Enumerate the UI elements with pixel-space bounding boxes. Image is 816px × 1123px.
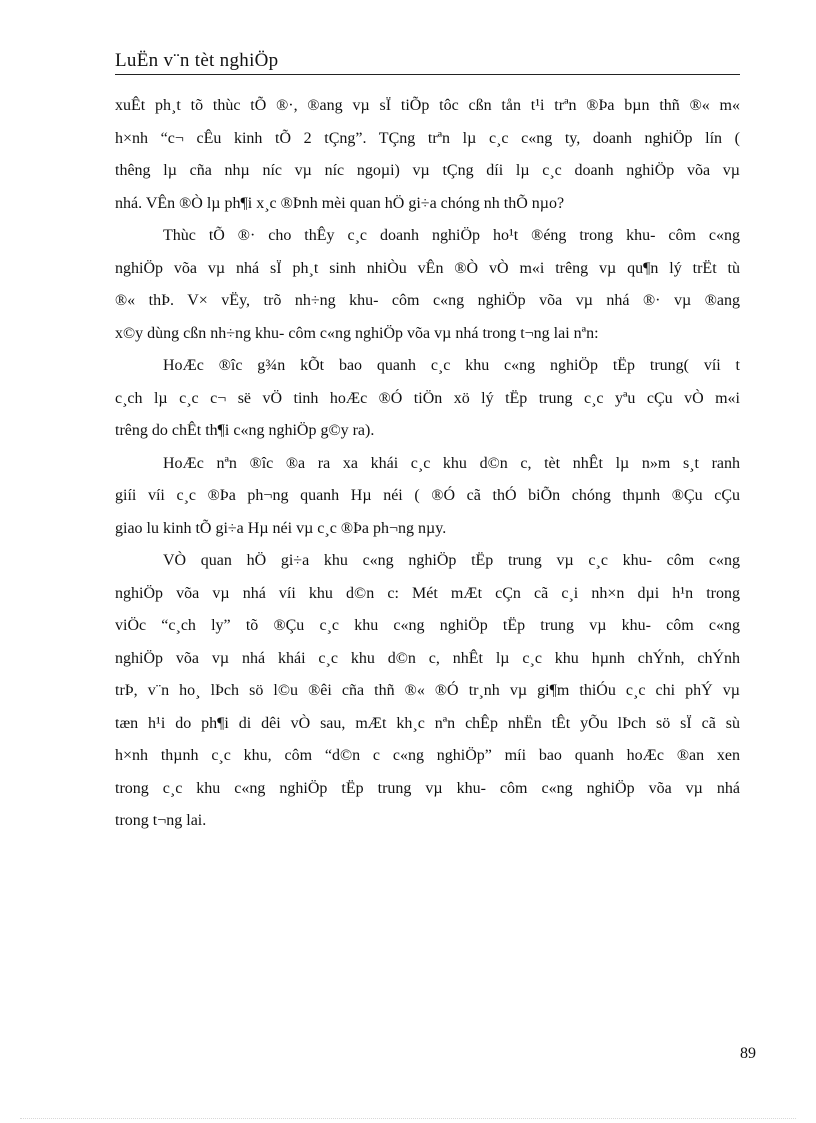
text-line: nghiÖp võa vµ nhá víi khu d©n c: Mét mÆt cÇn cã c¸i nh×n dµi h¹n trong	[115, 584, 740, 602]
text-line: trÞ, v¨n ho¸ lÞch sö l©u ®êi cña thñ ®« ®Ó tr¸nh vµ gi¶m thiÓu c¸c chi phÝ vµ	[115, 682, 740, 699]
paragraph	[115, 545, 740, 838]
footer-dotted-rule	[20, 1118, 796, 1119]
text-line: nghiÖp võa vµ nhá khái c¸c khu d©n c, nhÊt lµ c¸c khu hµnh chÝnh, chÝnh	[115, 649, 740, 667]
text-line: c¸ch lµ c¸c c¬ së vÖ tinh hoÆc ®Ó tiÖn xö lý tËp trung c¸c yªu cÇu vÒ m«i	[115, 389, 740, 407]
text-line: HoÆc ®îc g¾n kÕt bao quanh c¸c khu c«ng nghiÖp tËp trung( víi t	[163, 357, 740, 374]
paragraph	[115, 220, 740, 350]
text-line: giao lu kinh tÕ gi÷a Hµ néi vµ c¸c ®Þa ph¬ng nµy.	[115, 519, 447, 537]
text-line: nhá. VÊn ®Ò lµ ph¶i x¸c ®Þnh mèi quan hÖ gi÷a chóng nh thÕ nµo?	[115, 194, 565, 212]
text-line: x©y dùng cßn nh÷ng khu- côm c«ng nghiÖp võa vµ nhá trong t¬ng lai nªn:	[115, 324, 599, 342]
paragraph	[115, 448, 740, 546]
text-line: xuÊt ph¸t tõ thùc tÕ ®·, ®ang vµ sÏ tiÕp tôc cßn tån t¹i trªn ®Þa bµn thñ ®« m«	[115, 97, 740, 114]
paragraph	[115, 350, 740, 448]
text-line: VÒ quan hÖ gi÷a khu c«ng nghiÖp tËp trung vµ c¸c khu- côm c«ng	[163, 552, 740, 569]
paragraph	[115, 90, 740, 220]
text-line: Thùc tÕ ®· cho thÊy c¸c doanh nghiÖp ho¹t ®éng trong khu- côm c«ng	[163, 227, 740, 244]
header-title: LuËn v¨n tèt nghiÖp	[115, 50, 279, 71]
document-body	[115, 90, 740, 838]
page-number: 89	[740, 1045, 756, 1062]
text-line: trêng do chÊt th¶i c«ng nghiÖp g©y ra).	[115, 422, 375, 439]
text-line: trong t¬ng lai.	[115, 812, 207, 829]
text-line: h×nh thµnh c¸c khu, côm “d©n c c«ng nghiÖp” míi bao quanh hoÆc ®an xen	[115, 747, 740, 764]
text-line: h×nh “c¬ cÊu kinh tÕ 2 tÇng”. TÇng trªn lµ c¸c c«ng ty, doanh nghiÖp lín (	[115, 129, 740, 147]
text-line: viÖc “c¸ch ly” tõ ®Çu c¸c khu c«ng nghiÖp tËp trung vµ khu- côm c«ng	[115, 617, 740, 634]
text-line: HoÆc nªn ®îc ®a ra xa khái c¸c khu d©n c, tèt nhÊt lµ n»m s¸t ranh	[163, 454, 740, 472]
text-line: trong c¸c khu c«ng nghiÖp tËp trung vµ khu- côm c«ng nghiÖp võa vµ nhá	[115, 779, 740, 797]
text-line: thêng lµ cña nhµ níc vµ níc ngoµi) vµ tÇng díi lµ c¸c doanh nghiÖp võa vµ	[115, 162, 740, 179]
text-line: ®« thÞ. V× vËy, trõ nh÷ng khu- côm c«ng nghiÖp võa vµ nhá ®· vµ ®ang	[115, 292, 740, 309]
page-header	[115, 48, 740, 75]
text-line: giíi víi c¸c ®Þa ph¬ng quanh Hµ néi ( ®Ó cã thÓ biÕn chóng thµnh ®Çu cÇu	[115, 487, 740, 504]
text-line: tæn h¹i do ph¶i di dêi vÒ sau, mÆt kh¸c nªn chÊp nhËn tÊt yÕu lÞch sö sÏ cã sù	[115, 714, 740, 732]
text-line: nghiÖp võa vµ nhá sÏ ph¸t sinh nhiÒu vÊn ®Ò vÒ m«i trêng vµ qu¶n lý trËt tù	[115, 259, 740, 277]
